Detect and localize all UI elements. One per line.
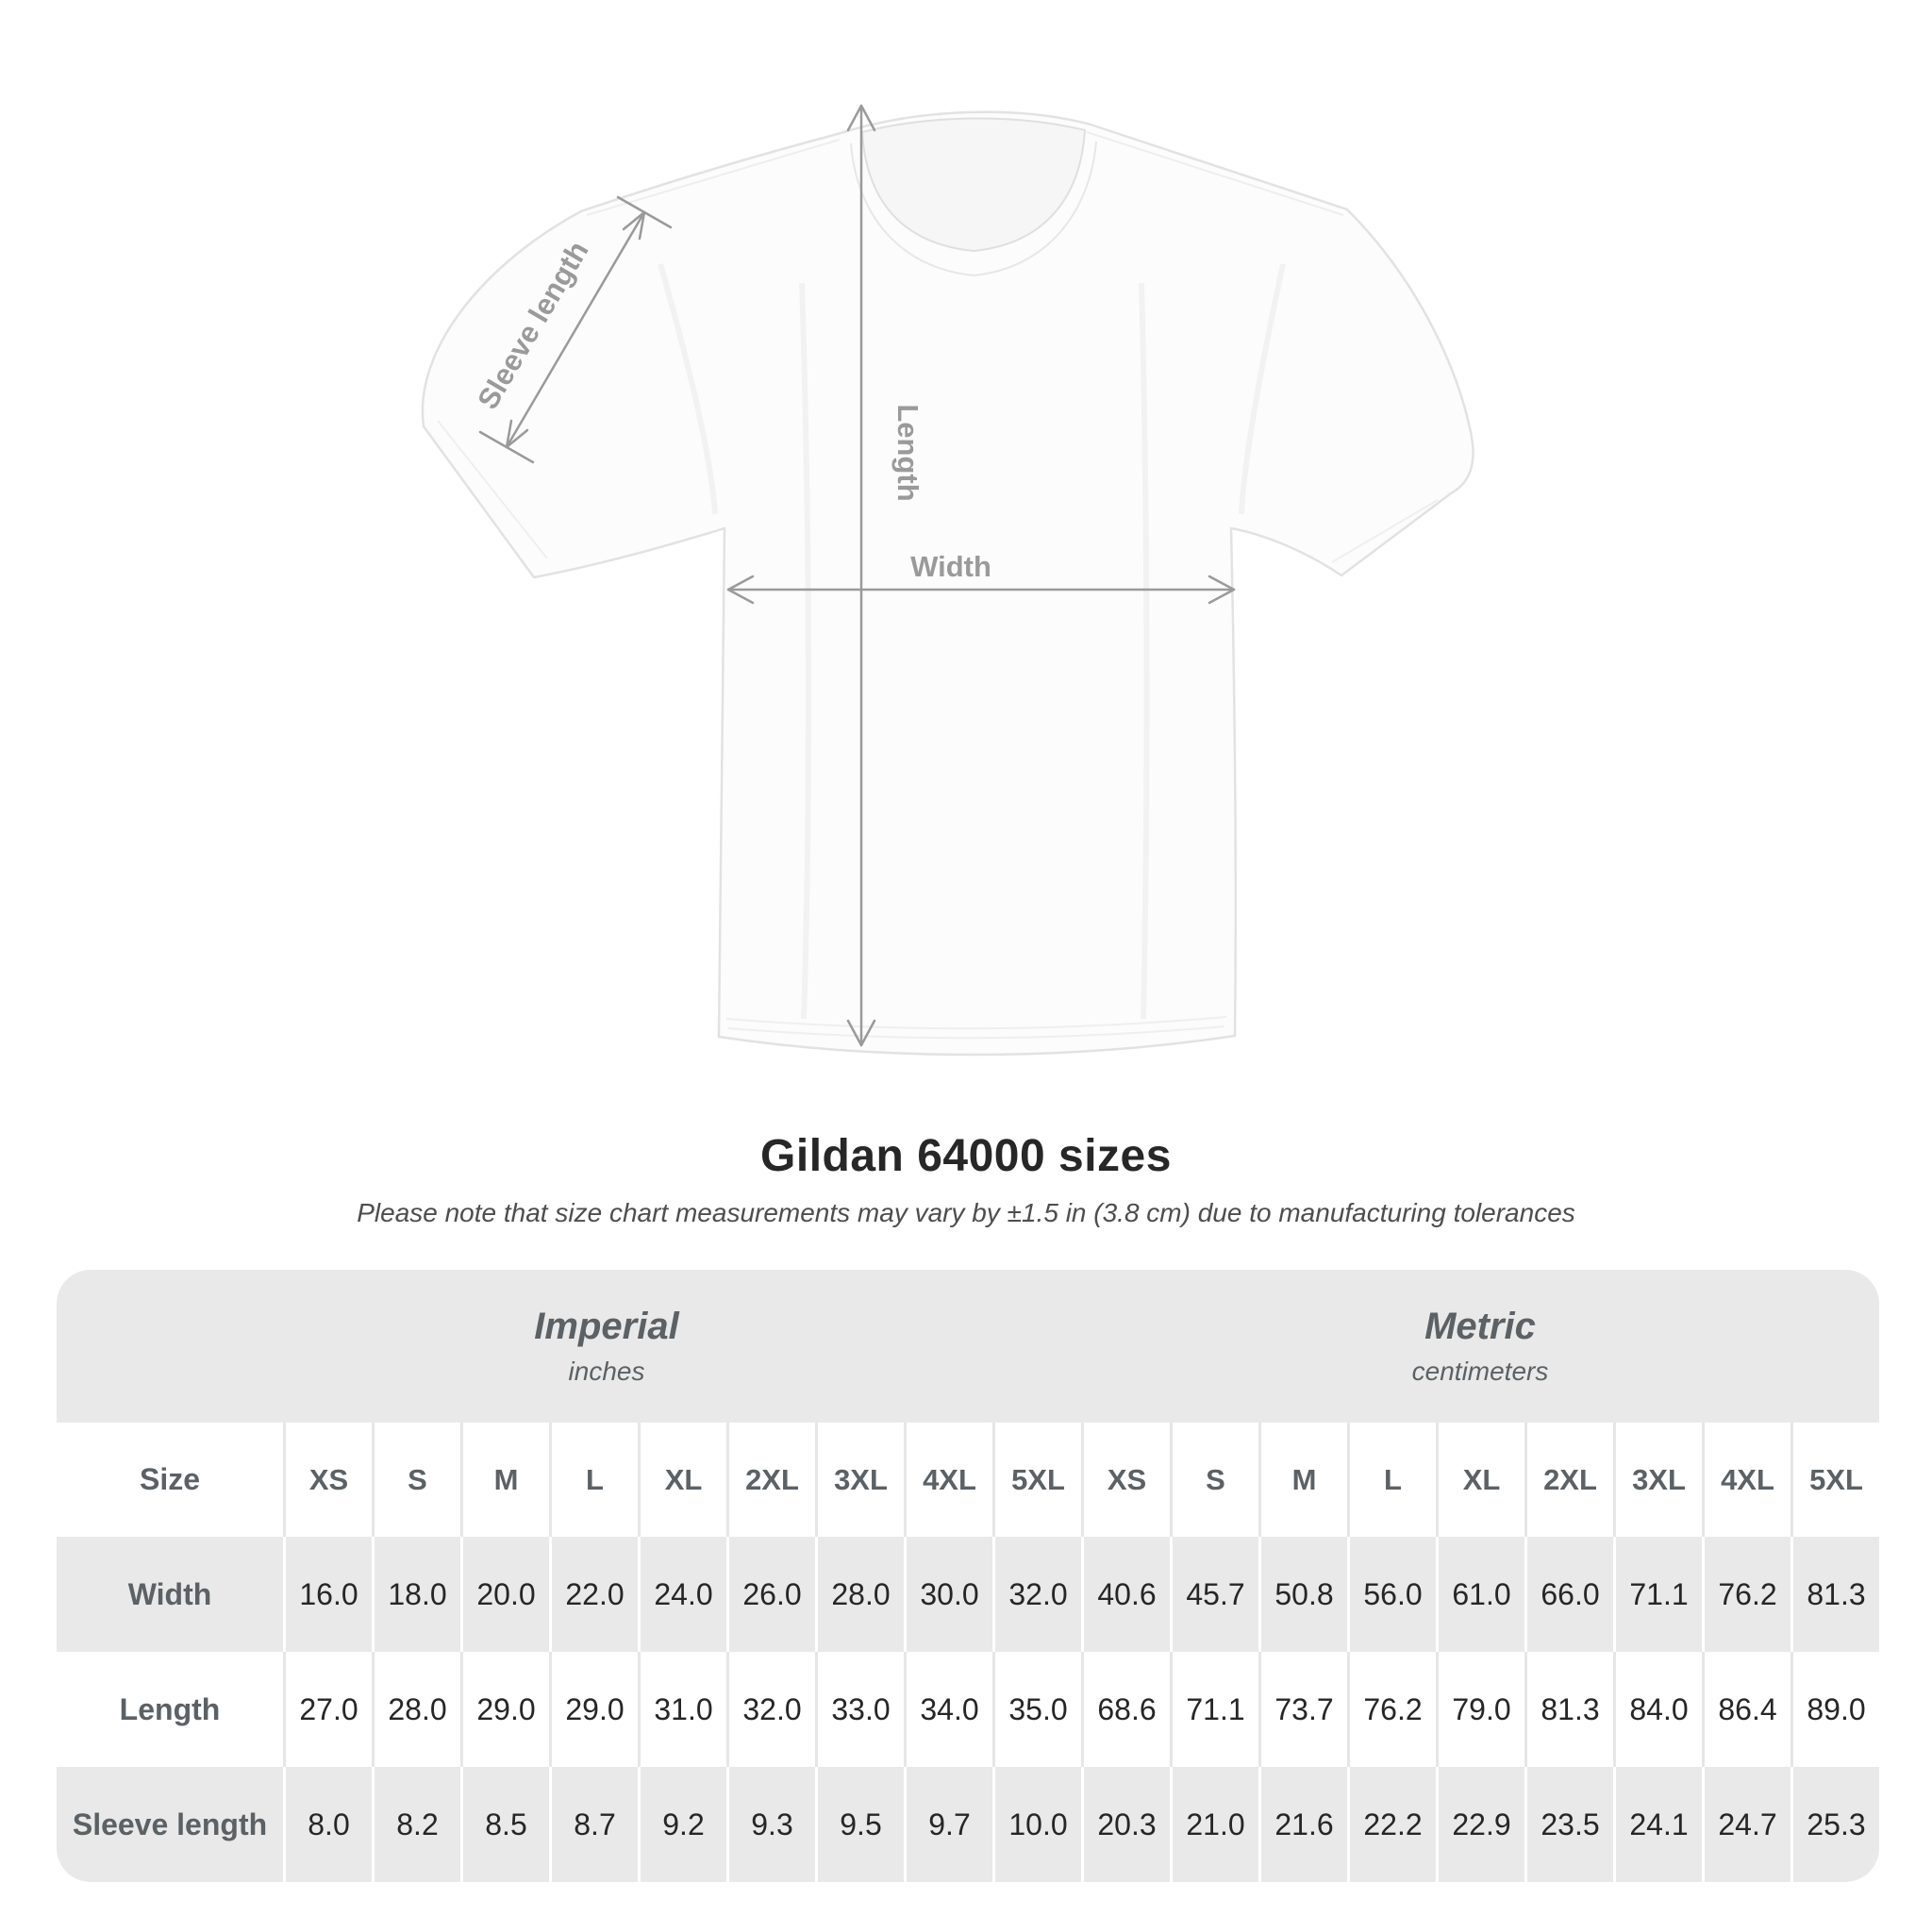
value-cell: 8.7	[549, 1767, 638, 1882]
value-cell: 21.6	[1258, 1767, 1347, 1882]
value-cell: 32.0	[992, 1537, 1081, 1652]
value-cell: 45.7	[1170, 1537, 1258, 1652]
value-cell: 9.2	[638, 1767, 726, 1882]
size-col-metric-xs: XS	[1081, 1423, 1170, 1537]
value-cell: 16.0	[283, 1537, 372, 1652]
value-cell: 8.5	[460, 1767, 549, 1882]
value-cell: 26.0	[726, 1537, 815, 1652]
value-cell: 81.3	[1790, 1537, 1879, 1652]
value-cell: 33.0	[815, 1652, 904, 1767]
value-cell: 30.0	[904, 1537, 992, 1652]
size-col-imperial-xs: XS	[283, 1423, 372, 1537]
size-table	[57, 1270, 1879, 1882]
size-col-imperial-2xl: 2XL	[726, 1423, 815, 1537]
value-cell: 40.6	[1081, 1537, 1170, 1652]
value-cell: 9.7	[904, 1767, 992, 1882]
value-cell: 71.1	[1613, 1537, 1702, 1652]
size-col-imperial-3xl: 3XL	[815, 1423, 904, 1537]
tolerance-note: Please note that size chart measurements may vary by ±1.5 in (3.8 cm) due to manufacturing tolerances	[357, 1198, 1575, 1227]
measurement-row-width	[57, 1537, 1879, 1652]
value-cell: 22.9	[1436, 1767, 1524, 1882]
value-cell: 29.0	[460, 1652, 549, 1767]
value-cell: 23.5	[1524, 1767, 1613, 1882]
value-cell: 79.0	[1436, 1652, 1524, 1767]
size-col-metric-2xl: 2XL	[1524, 1423, 1613, 1537]
row-label: Length	[119, 1691, 221, 1726]
value-cell: 66.0	[1524, 1537, 1613, 1652]
value-cell: 22.0	[549, 1537, 638, 1652]
value-cell: 20.3	[1081, 1767, 1170, 1882]
value-cell: 10.0	[992, 1767, 1081, 1882]
measurement-row-length	[57, 1652, 1879, 1767]
value-cell: 71.1	[1170, 1652, 1258, 1767]
size-col-imperial-l: L	[549, 1423, 638, 1537]
value-cell: 84.0	[1613, 1652, 1702, 1767]
unit-group-metric	[1081, 1270, 1879, 1423]
measurement-row-sleeve-length	[57, 1767, 1879, 1882]
sleeve-length-label: Sleeve length	[471, 235, 595, 415]
value-cell: 24.1	[1613, 1767, 1702, 1882]
imperial-unit: inches	[568, 1357, 645, 1386]
metric-unit: centimeters	[1411, 1357, 1549, 1386]
value-cell: 32.0	[726, 1652, 815, 1767]
value-cell: 18.0	[372, 1537, 460, 1652]
value-cell: 28.0	[372, 1652, 460, 1767]
value-cell: 56.0	[1347, 1537, 1436, 1652]
value-cell: 68.6	[1081, 1652, 1170, 1767]
value-cell: 8.0	[283, 1767, 372, 1882]
size-col-imperial-s: S	[372, 1423, 460, 1537]
value-cell: 24.7	[1702, 1767, 1790, 1882]
size-col-metric-5xl: 5XL	[1790, 1423, 1879, 1537]
size-col-metric-l: L	[1347, 1423, 1436, 1537]
size-col-metric-s: S	[1170, 1423, 1258, 1537]
length-label: Length	[891, 404, 924, 502]
size-col-imperial-4xl: 4XL	[904, 1423, 992, 1537]
page-title: Gildan 64000 sizes	[760, 1131, 1172, 1181]
value-cell: 34.0	[904, 1652, 992, 1767]
value-cell: 35.0	[992, 1652, 1081, 1767]
value-cell: 89.0	[1790, 1652, 1879, 1767]
value-cell: 25.3	[1790, 1767, 1879, 1882]
table-body	[57, 1423, 1879, 1882]
value-cell: 9.5	[815, 1767, 904, 1882]
value-cell: 76.2	[1347, 1652, 1436, 1767]
value-cell: 27.0	[283, 1652, 372, 1767]
imperial-title: Imperial	[534, 1306, 679, 1347]
value-cell: 8.2	[372, 1767, 460, 1882]
value-cell: 24.0	[638, 1537, 726, 1652]
row-label: Width	[127, 1576, 212, 1611]
size-col-metric-m: M	[1258, 1423, 1347, 1537]
value-cell: 22.2	[1347, 1767, 1436, 1882]
size-col-metric-3xl: 3XL	[1613, 1423, 1702, 1537]
metric-title: Metric	[1424, 1306, 1536, 1347]
size-col-imperial-xl: XL	[638, 1423, 726, 1537]
size-col-imperial-m: M	[460, 1423, 549, 1537]
size-header-label: Size	[139, 1462, 201, 1496]
value-cell: 50.8	[1258, 1537, 1347, 1652]
size-col-metric-xl: XL	[1436, 1423, 1524, 1537]
value-cell: 31.0	[638, 1652, 726, 1767]
size-header-row	[57, 1423, 1879, 1537]
value-cell: 81.3	[1524, 1652, 1613, 1767]
value-cell: 61.0	[1436, 1537, 1524, 1652]
value-cell: 76.2	[1702, 1537, 1790, 1652]
value-cell: 9.3	[726, 1767, 815, 1882]
value-cell: 86.4	[1702, 1652, 1790, 1767]
unit-group-band	[57, 1270, 1879, 1423]
width-label: Width	[910, 550, 991, 583]
size-col-imperial-5xl: 5XL	[992, 1423, 1081, 1537]
row-label: Sleeve length	[72, 1807, 268, 1841]
size-col-metric-4xl: 4XL	[1702, 1423, 1790, 1537]
value-cell: 73.7	[1258, 1652, 1347, 1767]
value-cell: 21.0	[1170, 1767, 1258, 1882]
value-cell: 29.0	[549, 1652, 638, 1767]
unit-group-imperial	[57, 1270, 1081, 1423]
value-cell: 20.0	[460, 1537, 549, 1652]
value-cell: 28.0	[815, 1537, 904, 1652]
